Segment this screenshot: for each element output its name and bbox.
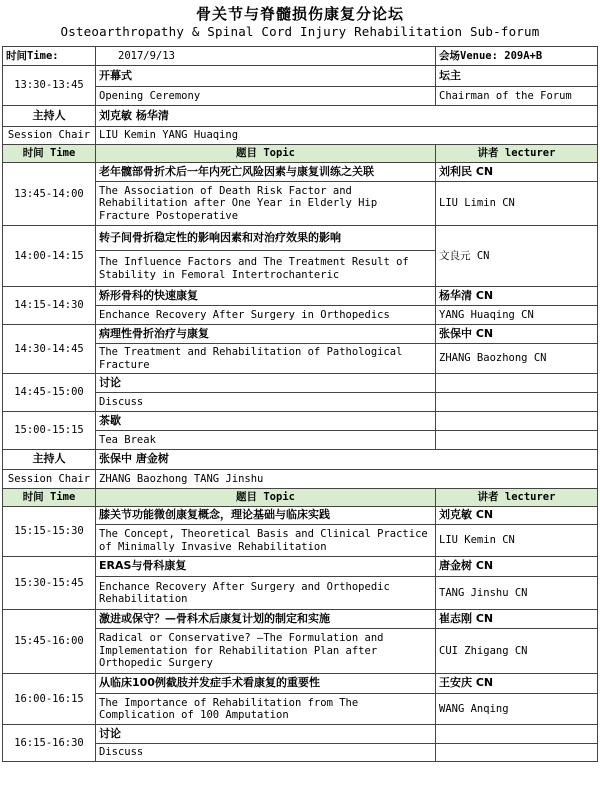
- page-subtitle: Osteoarthropathy & Spinal Cord Injury Rehabilitation Sub-forum: [60, 24, 540, 39]
- talk-time: 15:30-15:45: [3, 557, 96, 610]
- empty-cell: [436, 744, 598, 762]
- talk-topic-en: The Influence Factors and The Treatment Result of Stability in Femoral Intertrochanteric: [96, 251, 436, 287]
- talk-topic-zh: 病理性骨折治疗与康复: [96, 325, 436, 344]
- talk-lecturer-en: TANG Jinshu CN: [436, 577, 598, 610]
- table-row: [3, 610, 598, 629]
- table-row: [3, 226, 598, 251]
- date-value: 2017/9/13: [96, 47, 436, 66]
- empty-cell: [436, 431, 598, 450]
- header-time: 时间 Time: [3, 489, 96, 507]
- table-row: [3, 674, 598, 694]
- talk-topic-zh: 膝关节功能微创康复概念，理论基础与临床实践: [96, 507, 436, 525]
- talk-topic-en: The Treatment and Rehabilitation of Pathological Fracture: [96, 344, 436, 374]
- talk-lecturer-zh: 刘利民 CN: [436, 163, 598, 182]
- break-time: 15:00-15:15: [3, 412, 96, 450]
- break-topic-en: Tea Break: [96, 431, 436, 450]
- opening-row: [3, 66, 598, 87]
- header-time: 时间 Time: [3, 145, 96, 163]
- break-topic-en: Discuss: [96, 393, 436, 412]
- talk-time: 14:00-14:15: [3, 226, 96, 287]
- table-row: [3, 163, 598, 182]
- talk-topic-zh: 矫形骨科的快速康复: [96, 287, 436, 306]
- break-topic-zh: 讨论: [96, 374, 436, 393]
- table-row: [3, 557, 598, 577]
- talk-topic-zh: 转子间骨折稳定性的影响因素和对治疗效果的影响: [96, 226, 436, 251]
- header-topic: 题目 Topic: [96, 489, 436, 507]
- table-row: [3, 412, 598, 431]
- break-topic-zh: 茶歇: [96, 412, 436, 431]
- talk-time: 15:15-15:30: [3, 507, 96, 557]
- session1-chair-row-en: [3, 127, 598, 145]
- empty-cell: [436, 393, 598, 412]
- break-topic-en: Discuss: [96, 744, 436, 762]
- talk-topic-en: The Concept, Theoretical Basis and Clinical Practice of Minimally Invasive Rehabilitation: [96, 525, 436, 557]
- table-row: [3, 287, 598, 306]
- break-time: 14:45-15:00: [3, 374, 96, 412]
- talk-lecturer-zh: 王安庆 CN: [436, 674, 598, 694]
- session2-chair-label-en: Session Chair: [3, 470, 96, 489]
- header-lecturer: 讲者 lecturer: [436, 145, 598, 163]
- table-row: [3, 325, 598, 344]
- talk-time: 13:45-14:00: [3, 163, 96, 226]
- talk-lecturer-zh: 张保中 CN: [436, 325, 598, 344]
- session1-chair-label-en: Session Chair: [3, 127, 96, 145]
- session2-chair-names-en: ZHANG Baozhong TANG Jinshu: [96, 470, 598, 489]
- talk-topic-zh: 激进或保守？—骨科术后康复计划的制定和实施: [96, 610, 436, 629]
- talk-topic-en: Enchance Recovery After Surgery in Orthopedics: [96, 306, 436, 325]
- header-topic: 题目 Topic: [96, 145, 436, 163]
- talk-lecturer-en: ZHANG Baozhong CN: [436, 344, 598, 374]
- break-topic-zh: 讨论: [96, 725, 436, 744]
- talk-lecturer-en: LIU Limin CN: [436, 182, 598, 226]
- talk-topic-zh: 老年髋部骨折术后一年内死亡风险因素与康复训练之关联: [96, 163, 436, 182]
- session1-header-row: [3, 145, 598, 163]
- opening-topic-en: Opening Ceremony: [96, 87, 436, 106]
- empty-cell: [436, 374, 598, 393]
- session2-chair-label-zh: 主持人: [3, 450, 96, 470]
- talk-lecturer-zh: 刘克敏 CN: [436, 507, 598, 525]
- break-time: 16:15-16:30: [3, 725, 96, 762]
- talk-topic-en: The Association of Death Risk Factor and Rehabilitation after One Year in Elderly Hip Fracture Postoperative: [96, 182, 436, 226]
- venue-label: 会场Venue: 209A+B: [436, 47, 598, 66]
- talk-lecturer-zh: 杨华清 CN: [436, 287, 598, 306]
- session1-chair-row: [3, 106, 598, 127]
- session1-chair-label-zh: 主持人: [3, 106, 96, 127]
- session1-chair-names-en: LIU Kemin YANG Huaqing: [96, 127, 598, 145]
- opening-topic-zh: 开幕式: [96, 66, 436, 87]
- page-title: 骨关节与脊髓损伤康复分论坛: [195, 5, 404, 23]
- table-row: [3, 374, 598, 393]
- meta-row: [3, 47, 598, 66]
- talk-topic-en: The Importance of Rehabilitation from The Complication of 100 Amputation: [96, 694, 436, 725]
- talk-lecturer-zh: 唐金树 CN: [436, 557, 598, 577]
- talk-topic-zh: 从临床100例截肢并发症手术看康复的重要性: [96, 674, 436, 694]
- talk-topic-zh: ERAS与骨科康复: [96, 557, 436, 577]
- table-row: [3, 507, 598, 525]
- talk-time: 16:00-16:15: [3, 674, 96, 725]
- talk-lecturer-zh: 崔志刚 CN: [436, 610, 598, 629]
- empty-cell: [436, 725, 598, 744]
- talk-topic-en: Enchance Recovery After Surgery and Orthopedic Rehabilitation: [96, 577, 436, 610]
- session2-chair-row: [3, 450, 598, 470]
- talk-time: 14:15-14:30: [3, 287, 96, 325]
- session2-chair-names-zh: 张保中 唐金树: [96, 450, 598, 470]
- talk-time: 14:30-14:45: [3, 325, 96, 374]
- opening-host-en: Chairman of the Forum: [436, 87, 598, 106]
- session2-header-row: [3, 489, 598, 507]
- talk-lecturer-en: YANG Huaqing CN: [436, 306, 598, 325]
- table-row: [3, 725, 598, 744]
- talk-lecturer-en: CUI Zhigang CN: [436, 629, 598, 674]
- opening-host-zh: 坛主: [436, 66, 598, 87]
- schedule-table: [2, 46, 598, 762]
- session1-chair-names-zh: 刘克敏 杨华清: [96, 106, 598, 127]
- empty-cell: [436, 412, 598, 431]
- talk-time: 15:45-16:00: [3, 610, 96, 674]
- talk-lecturer: 文良元 CN: [436, 226, 598, 287]
- talk-topic-en: Radical or Conservative? —The Formulation and Implementation for Rehabilitation Plan after Orthopedic Surgery: [96, 629, 436, 674]
- talk-lecturer-en: WANG Anqing: [436, 694, 598, 725]
- opening-time: 13:30-13:45: [3, 66, 96, 106]
- session2-chair-row-en: [3, 470, 598, 489]
- header-lecturer: 讲者 lecturer: [436, 489, 598, 507]
- talk-lecturer-en: LIU Kemin CN: [436, 525, 598, 557]
- time-label: 时间Time:: [3, 47, 96, 66]
